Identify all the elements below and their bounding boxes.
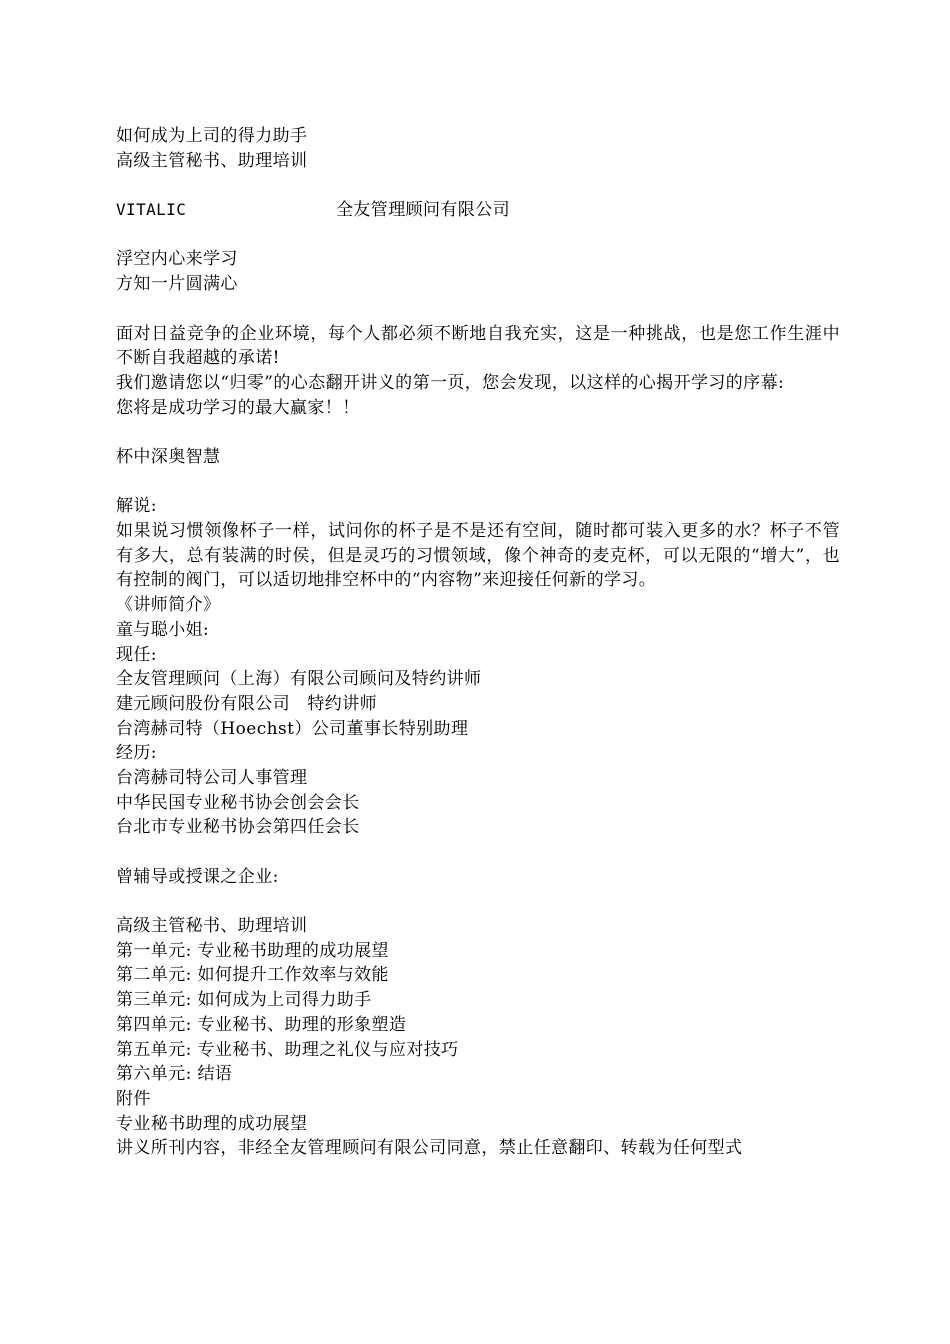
wisdom-text: 如果说习惯领像杯子一样，试问你的杯子是不是还有空间，随时都可装入更多的水？杯子不管有多大，总有装满的时侯，但是灵巧的习惯领域，像个神奇的麦克杯，可以无限的“增大”，也有控制的阀门，可以适切地排空杯中的“内容物”来迎接任何新的学习。 [116, 521, 840, 591]
spacer [116, 470, 840, 495]
course-unit: 第五单元: 专业秘书、助理之礼仪与应对技巧 [116, 1039, 459, 1060]
company-name: 全友管理顾问有限公司 [336, 200, 510, 221]
intro-paragraph-3: 您将是成功学习的最大赢家！！ [116, 397, 360, 418]
spacer [116, 173, 840, 198]
course-unit: 第四单元: 专业秘书、助理的形象塑造 [116, 1014, 407, 1035]
spacer [116, 420, 840, 445]
copyright-notice: 讲义所刊内容，非经全友管理顾问有限公司同意，禁止任意翻印、转载为任何型式 [116, 1138, 743, 1159]
lecturer-current-item: 全友管理顾问（上海）有限公司顾问及特约讲师 [116, 669, 482, 690]
course-unit: 第六单元: 结语 [116, 1064, 233, 1085]
lecturer-name: 童与聪小姐: [116, 619, 210, 640]
course-unit: 第三单元: 如何成为上司得力助手 [116, 990, 372, 1011]
lecturer-current-item: 台湾赫司特（Hoechst）公司董事长特别助理 [116, 718, 469, 739]
document-subtitle: 高级主管秘书、助理培训 [116, 150, 308, 171]
wisdom-label: 解说: [116, 496, 157, 517]
spacer [116, 840, 840, 865]
wisdom-heading: 杯中深奥智慧 [116, 446, 221, 467]
section-title: 专业秘书助理的成功展望 [116, 1113, 308, 1134]
lecturer-history-item: 中华民国专业秘书协会创会会长 [116, 792, 360, 813]
document-title: 如何成为上司的得力助手 [116, 126, 308, 146]
motto-line-1: 浮空内心来学习 [116, 249, 238, 270]
lecturer-heading: 《讲师简介》 [116, 595, 221, 616]
spacer [116, 223, 840, 248]
brand-row [116, 198, 840, 223]
lecturer-history-label: 经历: [116, 743, 157, 764]
course-unit: 第二单元: 如何提升工作效率与效能 [116, 965, 389, 986]
spacer [116, 297, 840, 322]
spacer [116, 889, 840, 914]
intro-paragraph-1: 面对日益竞争的企业环境，每个人都必须不断地自我充实，这是一种挑战，也是您工作生涯中不断自我超越的承诺! [116, 323, 840, 369]
appendix-label: 附件 [116, 1088, 151, 1109]
lecturer-history-item: 台湾赫司特公司人事管理 [116, 767, 308, 788]
brand-name: VITALIC [116, 200, 187, 220]
intro-paragraph-2: 我们邀请您以“归零”的心态翻开讲义的第一页，您会发现，以这样的心揭开学习的序幕: [116, 372, 785, 393]
clients-label: 曾辅导或授课之企业: [116, 866, 279, 887]
course-unit: 第一单元: 专业秘书助理的成功展望 [116, 940, 389, 961]
document-body [116, 124, 840, 1161]
lecturer-history-item: 台北市专业秘书协会第四任会长 [116, 817, 360, 838]
motto-line-2: 方知一片圆满心 [116, 274, 238, 295]
lecturer-current-label: 现任: [116, 644, 157, 665]
course-title: 高级主管秘书、助理培训 [116, 916, 308, 937]
lecturer-current-item: 建元顾问股份有限公司 特约讲师 [116, 693, 377, 714]
